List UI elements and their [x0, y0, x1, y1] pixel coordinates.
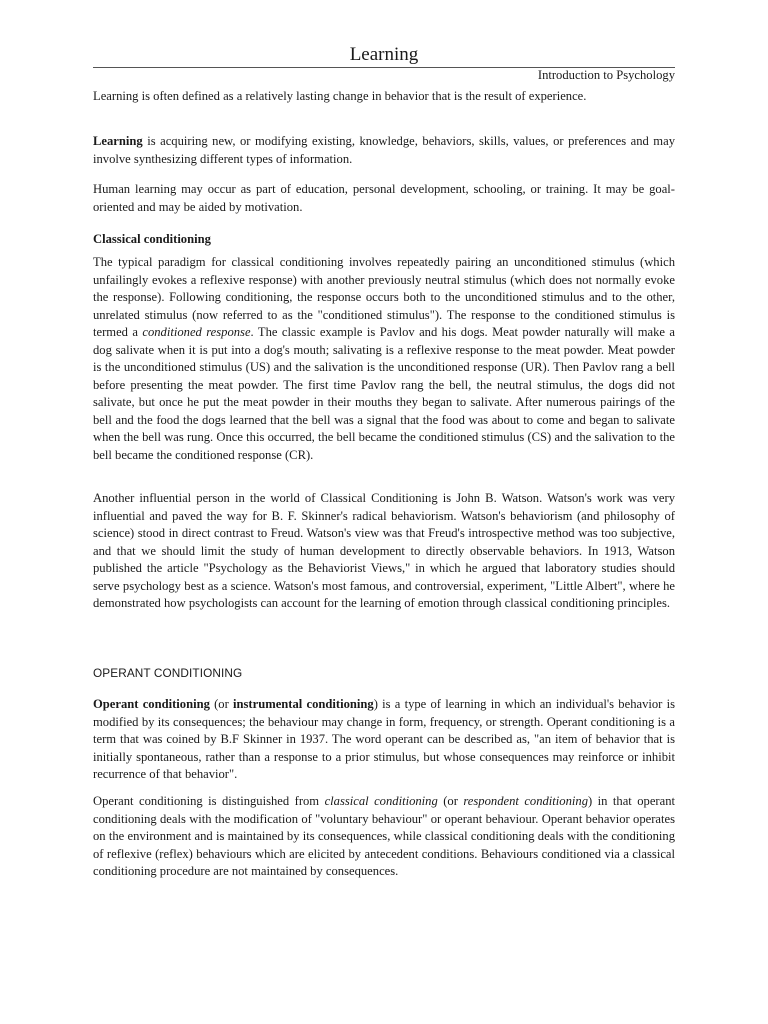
classical-conditioning-term: classical conditioning: [324, 794, 438, 808]
document-subtitle: Introduction to Psychology: [537, 68, 675, 82]
operant-conditioning-term: Operant conditioning: [93, 697, 210, 711]
classical-conditioning-heading: Classical conditioning: [93, 232, 211, 246]
operant-p2-text-a: Operant conditioning is distinguished from: [93, 794, 325, 808]
learning-definition-paragraph: [93, 133, 675, 168]
classical-conditioning-paragraph-1: [93, 254, 675, 464]
operant-conditioning-paragraph-1: [93, 696, 675, 784]
operant-conditioning-heading: OPERANT CONDITIONING: [93, 666, 243, 680]
operant-p1-rest: ) is a type of learning in which an individual's behavior is modified by its consequences; the behaviour may change in form, frequency, or strength. Operant conditioning is a term that was coined by B.F Skinner in 1937. The word operant can be described as, "an item of behavior that is initially spontaneous, rather than a response to a prior stimulus, but whose consequences may reinforce or inhibit recurrence of that behavior".: [93, 697, 675, 781]
intro-sentence: Learning is often defined as a relatively lasting change in behavior that is the result of experience.: [93, 89, 587, 103]
operant-p1-mid: (or: [209, 697, 234, 711]
conditioned-response-term: conditioned response: [142, 325, 251, 339]
classical-p1-text-a: The typical paradigm for classical conditioning involves repeatedly pairing an unconditioned stimulus (which unfailingly evokes a reflexive response) with another previously neutral stimulus (which does not normally evoke the response). Following conditioning, the response occurs both to the unconditioned stimulus and to the other, unrelated stimulus (now referred to as the "conditioned stimulus"). The response to the conditioned stimulus is termed a: [93, 255, 675, 339]
document-title: Learning: [349, 44, 419, 65]
respondent-conditioning-term: respondent conditioning: [463, 794, 588, 808]
classical-p1-text-b: . The classic example is Pavlov and his dogs. Meat powder naturally will make a dog salivate when it is put into a dog's mouth; salivating is a reflexive response to the meat powder. Meat powder is the unconditioned stimulus (US) and the salivation is the unconditioned response (UR). Then Pavlov rang a bell before presenting the meat powder. The first time Pavlov rang the bell, the neutral stimulus, the dogs did not salivate, but once he put the meat powder in their mouths they began to salivate. After numerous pairings of the bell and the food the dogs learned that the bell was a signal that the food was about to come and began to salivate when the bell was rung. Once this occurred, the bell became the conditioned stimulus (CS) and the salivation to the bell became the conditioned response (CR).: [93, 325, 675, 462]
classical-conditioning-paragraph-2: Another influential person in the world of Classical Conditioning is John B. Watson. Watson's work was very influential and paved the way for B. F. Skinner's radical behaviorism. Watson's behaviorism (and philosophy of science) stood in direct contrast to Freud. Watson's view was that Freud's introspective method was too subjective, and that we should limit the study of human development to directly observable behaviors. In 1913, Watson published the article "Psychology as the Behaviorist Views," in which he argued that laboratory studies should serve psychology best as a science. Watson's most famous, and controversial, experiment, "Little Albert", where he demonstrated how psychologists can account for the learning of emotion through classical conditioning principles.: [93, 491, 675, 610]
operant-p2-text-c: ) in that operant conditioning deals with the modification of "voluntary behaviour" or operant behaviour. Operant behavior operates on the environment and is maintained by its consequences, while classical conditioning deals with the conditioning of reflexive (reflex) behaviours which are elicited by antecedent conditions. Behaviours conditioned via a classical conditioning procedure are not maintained by consequences.: [93, 794, 676, 878]
operant-p2-text-b: (or: [437, 794, 464, 808]
human-learning-paragraph: Human learning may occur as part of education, personal development, schooling, or training. It may be goal-oriented and may be aided by motivation.: [93, 182, 675, 214]
instrumental-conditioning-term: instrumental conditioning: [233, 697, 374, 711]
operant-conditioning-paragraph-2: [93, 793, 675, 881]
learning-term: Learning: [93, 134, 143, 148]
learning-definition-text: is acquiring new, or modifying existing, knowledge, behaviors, skills, values, or preferences and may involve synthesizing different types of information.: [93, 134, 675, 166]
